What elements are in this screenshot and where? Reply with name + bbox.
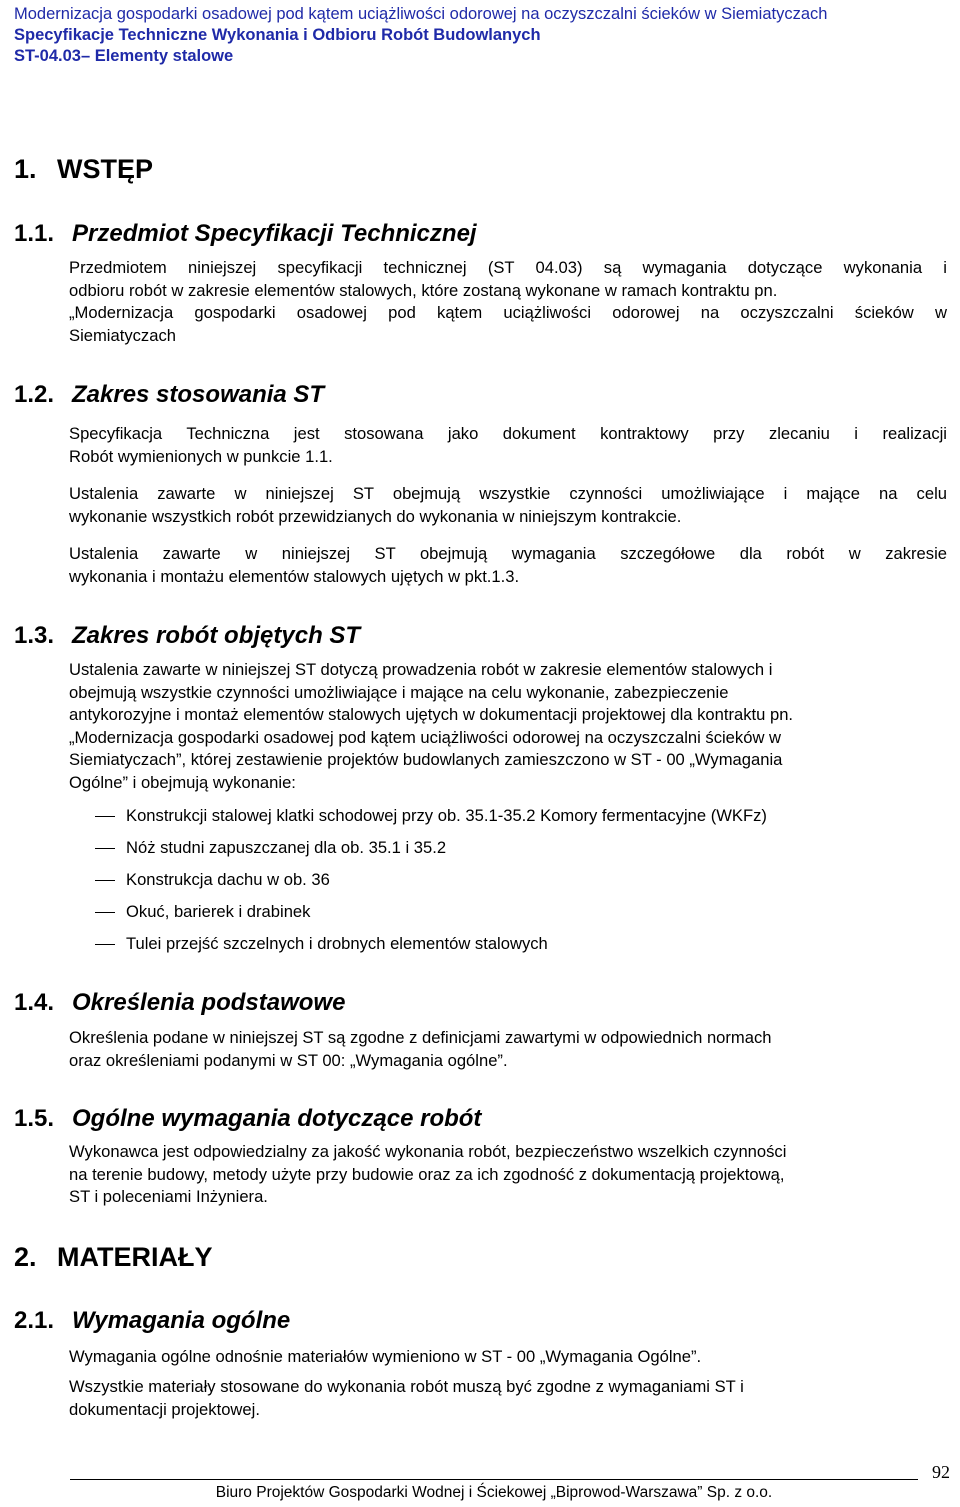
- section-1-5-paragraph: [69, 1141, 947, 1209]
- text-line: „Modernizacja gospodarki osadowej pod kątem uciążliwości odorowej na oczyszczalni ścieków w: [69, 303, 947, 322]
- section-1-5-heading: [14, 1105, 481, 1133]
- text-line: Siemiatyczach: [69, 325, 176, 345]
- text-line: antykorozyjne i montaż elementów stalowych ujętych w dokumentacji projektowej dla kontraktu pn.: [69, 705, 794, 724]
- section-title: Wymagania ogólne: [72, 1307, 291, 1334]
- text-line: Specyfikacja Techniczna jest stosowana jako dokument kontraktowy przy zlecaniu i realizacji: [69, 424, 947, 443]
- text-line: Ustalenia zawarte w niniejszej ST obejmują wymagania szczegółowe dla robót w zakresie: [69, 544, 947, 563]
- text-line: dokumentacji projektowej.: [69, 1399, 260, 1419]
- section-2-1-paragraph-2: [69, 1376, 947, 1421]
- list-item-text: Tulei przejść szczelnych i drobnych elementów stalowych: [126, 934, 548, 953]
- section-1-4-heading: [14, 989, 345, 1017]
- section-number: 1.: [14, 154, 37, 184]
- list-item-text: Konstrukcji stalowej klatki schodowej przy ob. 35.1-35.2 Komory fermentacyjne (WKFz): [126, 806, 767, 825]
- section-2-1-heading: [14, 1307, 290, 1335]
- section-number: 1.1.: [14, 220, 55, 247]
- text-line: „Modernizacja gospodarki osadowej pod kątem uciążliwości odorowej na oczyszczalni ścieków w: [69, 727, 782, 747]
- section-1-3-heading: [14, 622, 360, 650]
- section-2-1-paragraph-1: [69, 1346, 947, 1369]
- section-title: Ogólne wymagania dotyczące robót: [72, 1105, 482, 1132]
- section-title: MATERIAŁY: [57, 1242, 213, 1272]
- section-title: Zakres stosowania ST: [72, 381, 325, 408]
- dash-bullet-icon: [95, 912, 115, 913]
- page-header: [14, 4, 949, 67]
- text-line: odbioru robót w zakresie elementów stalowych, które zostaną wykonane w ramach kontraktu pn.: [69, 280, 778, 300]
- section-number: 1.3.: [14, 622, 55, 649]
- section-number: 1.5.: [14, 1105, 55, 1132]
- text-line: Ustalenia zawarte w niniejszej ST obejmują wszystkie czynności umożliwiające i mające na celu: [69, 484, 947, 503]
- list-item: [95, 869, 945, 901]
- dash-bullet-icon: [95, 944, 115, 945]
- section-1-2-paragraph-3: [69, 543, 947, 588]
- section-title: WSTĘP: [57, 154, 154, 184]
- text-line: na terenie budowy, metody użyte przy budowie oraz za ich zgodność z dokumentacją projektową,: [69, 1164, 785, 1184]
- text-line: Określenia podane w niniejszej ST są zgodne z definicjami zawartymi w odpowiednich normach: [69, 1028, 772, 1047]
- section-1-1-heading: [14, 220, 477, 248]
- list-item-text: Konstrukcja dachu w ob. 36: [126, 870, 330, 889]
- section-1-3-paragraph: [69, 659, 947, 794]
- footer-company: Biuro Projektów Gospodarki Wodnej i Ściekowej „Biprowod-Warszawa” Sp. z o.o.: [215, 1484, 773, 1501]
- section-1-2-paragraph-1: [69, 423, 947, 468]
- section-number: 1.4.: [14, 989, 55, 1016]
- text-line: Robót wymienionych w punkcie 1.1.: [69, 446, 333, 466]
- text-line: obejmują wszystkie czynności umożliwiające i mające na celu wykonanie, zabezpieczenie: [69, 682, 729, 702]
- section-2-heading: [14, 1242, 213, 1273]
- section-number: 2.: [14, 1242, 37, 1272]
- dash-bullet-icon: [95, 848, 115, 849]
- section-1-2-paragraph-2: [69, 483, 947, 528]
- text-line: Ogólne” i obejmują wykonanie:: [69, 772, 296, 792]
- dash-bullet-icon: [95, 880, 115, 881]
- section-number: 2.1.: [14, 1307, 55, 1334]
- section-title: Określenia podstawowe: [72, 989, 346, 1016]
- section-1-1-paragraph: [69, 257, 947, 347]
- list-item-text: Okuć, barierek i drabinek: [126, 902, 311, 921]
- list-item: [95, 933, 945, 965]
- text-line: Ustalenia zawarte w niniejszej ST dotyczą prowadzenia robót w zakresie elementów stalowych i: [69, 660, 773, 679]
- text-line: wykonanie wszystkich robót przewidzianych do wykonania w niniejszym kontrakcie.: [69, 506, 682, 526]
- section-1-2-heading: [14, 381, 324, 409]
- list-item-text: Nóż studni zapuszczanej dla ob. 35.1 i 35.2: [126, 838, 447, 857]
- list-item: [95, 837, 945, 869]
- footer-divider: [70, 1479, 918, 1480]
- list-item: [95, 805, 945, 837]
- text-line: Wymagania ogólne odnośnie materiałów wymieniono w ST - 00 „Wymagania Ogólne”.: [69, 1347, 702, 1366]
- section-title: Przedmiot Specyfikacji Technicznej: [72, 220, 477, 247]
- dash-bullet-icon: [95, 816, 115, 817]
- text-line: ST i poleceniami Inżyniera.: [69, 1187, 268, 1206]
- header-spec-code: ST-04.03– Elementy stalowe: [14, 47, 234, 65]
- text-line: Wykonawca jest odpowiedzialny za jakość wykonania robót, bezpieczeństwo wszelkich czynności: [69, 1142, 787, 1161]
- text-line: wykonania i montażu elementów stalowych ujętych w pkt.1.3.: [69, 566, 520, 586]
- text-line: Wszystkie materiały stosowane do wykonania robót muszą być zgodne z wymaganiami ST i: [69, 1377, 744, 1396]
- text-line: Siemiatyczach”, której zestawienie projektów budowlanych zamieszczono w ST - 00 „Wymagania: [69, 750, 783, 769]
- section-title: Zakres robót objętych ST: [72, 622, 361, 649]
- header-project-title: Modernizacja gospodarki osadowej pod kątem uciążliwości odorowej na oczyszczalni ścieków w Siemiatyczach: [14, 5, 828, 23]
- section-1-heading: [14, 154, 153, 185]
- text-line: Przedmiotem niniejszej specyfikacji technicznej (ST 04.03) są wymagania dotyczące wykonania i: [69, 258, 947, 277]
- text-line: oraz określeniami podanymi w ST 00: „Wymagania ogólne”.: [69, 1050, 508, 1070]
- scope-list: [95, 805, 945, 965]
- section-1-4-paragraph: [69, 1027, 947, 1072]
- section-number: 1.2.: [14, 381, 55, 408]
- page-number: 92: [932, 1462, 950, 1482]
- list-item: [95, 901, 945, 933]
- header-spec-title: Specyfikacje Techniczne Wykonania i Odbioru Robót Budowlanych: [14, 26, 541, 44]
